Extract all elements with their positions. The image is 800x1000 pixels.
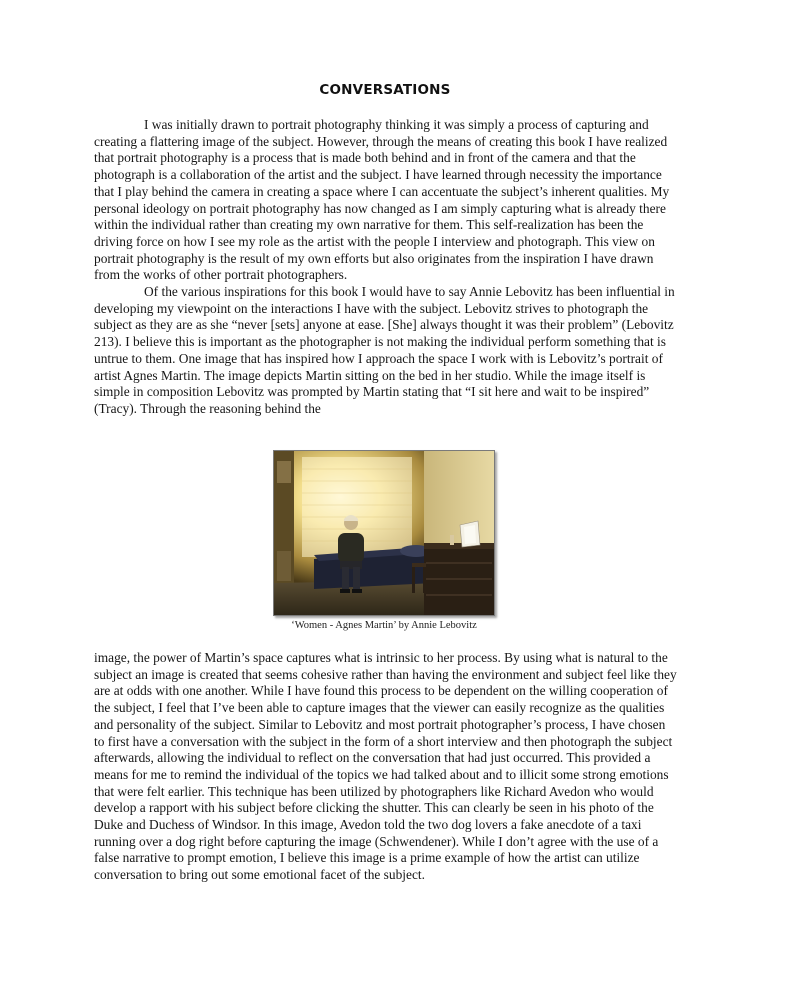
page-title: CONVERSATIONS (319, 82, 451, 98)
body-section-bottom (94, 650, 678, 884)
paragraph-continuation: image, the power of Martin’s space captures what is intrinsic to her process. By using what is natural to the subject an image is created that seems cohesive rather than having the environment and subject feel like they are at odds with one another. While I have found this process to be dependent on the willing cooperation of the subject, I feel that I’ve been able to capture images that the viewer can easily recognize as the qualities and personality of the subject. Similar to Lebovitz and most portrait photographer’s process, I have chosen to first have a conversation with the subject in the form of a short interview and then photograph the subject afterwards, allowing the individual to reflect on the conversation that had just occurred. This provided a means for me to remind the individual of the topics we had talked about and to illicit some strong emotions that were felt earlier. This technique has been utilized by photographers like Richard Avedon who would develop a rapport with his subject before clicking the shutter. This can clearly be seen in his photo of the Duke and Duchess of Windsor. In this image, Avedon told the two dog lovers a fake anecdote of a taxi running over a dog right before capturing the image (Schwendener). While I don’t agree with the use of a false narrative to prompt emotion, I believe this image is a prime example of how the artist can utilize conversation to bring out some emotional facet of the subject. (94, 650, 677, 883)
agnes-martin-photo (273, 450, 495, 616)
body-section-top (94, 117, 678, 418)
figure (273, 450, 495, 631)
paragraph-intro: I was initially drawn to portrait photography thinking it was simply a process of capturing and creating a flattering image of the subject. However, through the means of creating this book I have realized that portrait photography is a process that is made both behind and in front of the camera and that the photograph is a collaboration of the artist and the subject. I have learned through necessity the importance that I play behind the camera in creating a space where I can accentuate the subject’s inherent qualities. My personal ideology on portrait photography has now changed as I am simply capturing what is already there within the individual rather than creating my own narrative for them. This self-realization has been the driving force on how I see my role as the artist with the people I interview and photograph. This view on portrait photography is the result of my own efforts but also originates from the inspiration I have drawn from the works of other portrait photographers. (94, 117, 670, 283)
figure-caption: ‘Women - Agnes Martin’ by Annie Lebovitz (291, 620, 477, 631)
paragraph-lebovitz: Of the various inspirations for this book I would have to say Annie Lebovitz has been influential in developing my viewpoint on the interactions I have with the subject. Lebovitz strives to photograph the subject as they are as she “never [sets] anyone at ease. [She] always thought it was their problem” (Lebovitz 213). I believe this is important as the photographer is not making the individual perform something that is untrue to them. One image that has inspired how I approach the space I work with is Lebovitz’s portrait of artist Agnes Martin. The image depicts Martin sitting on the bed in her studio. While the image itself is simple in composition Lebovitz was prompted by Martin stating that “I sit here and wait to be inspired” (Tracy). Through the reasoning behind the (94, 284, 675, 416)
